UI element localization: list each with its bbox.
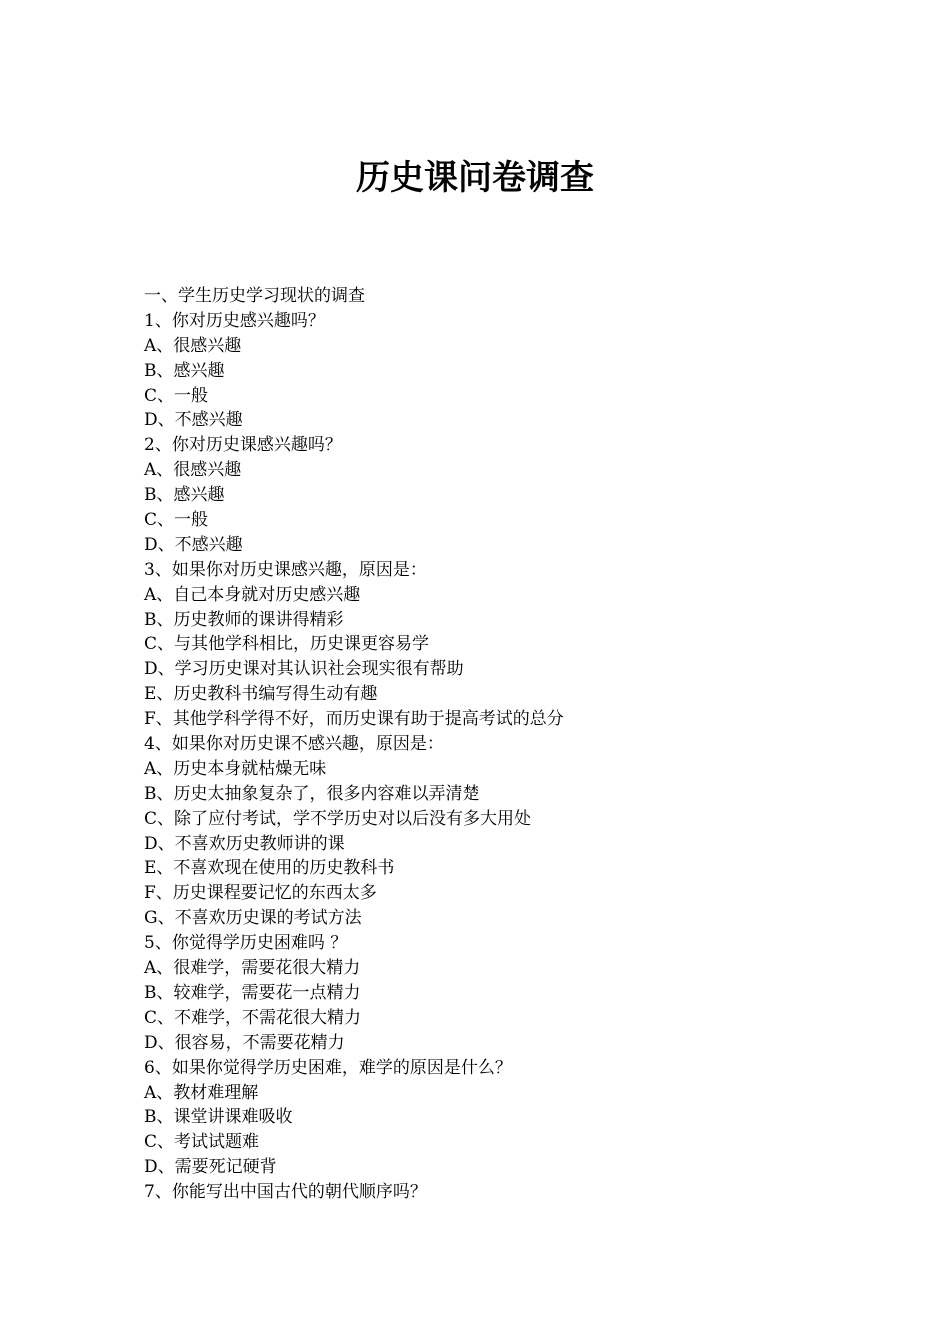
document-line: E、历史教科书编写得生动有趣: [144, 684, 378, 705]
document-line: D、不喜欢历史教师讲的课: [144, 833, 345, 854]
document-line: 1、你对历史感兴趣吗？: [144, 310, 325, 331]
document-line: E、不喜欢现在使用的历史教科书: [144, 858, 395, 879]
document-line: 5、你觉得学历史困难吗 ？: [144, 933, 348, 954]
document-line: B、较难学，需要花一点精力: [144, 982, 361, 1003]
document-title: 历史课问卷调查: [356, 158, 594, 198]
document-line: C、与其他学科相比，历史课更容易学: [144, 634, 430, 655]
document-line: C、一般: [144, 510, 209, 531]
document-line: A、历史本身就枯燥无味: [144, 758, 327, 779]
document-line: D、不感兴趣: [144, 534, 243, 555]
document-line: B、历史太抽象复杂了，很多内容难以弄清楚: [144, 783, 480, 804]
document-line: C、一般: [144, 385, 209, 406]
document-line: 4、如果你对历史课不感兴趣，原因是：: [144, 734, 444, 755]
document-body: [144, 284, 844, 1205]
document-line: A、很感兴趣: [144, 335, 242, 356]
document-line: A、教材难理解: [144, 1082, 259, 1103]
document-line: A、很难学，需要花很大精力: [144, 958, 361, 979]
document-line: D、需要死记硬背: [144, 1157, 277, 1178]
document-line: B、课堂讲课难吸收: [144, 1107, 293, 1128]
document-line: 3、如果你对历史课感兴趣，原因是：: [144, 559, 427, 580]
document-line: B、感兴趣: [144, 360, 225, 381]
document-line: D、很容易，不需要花精力: [144, 1032, 345, 1053]
document-line: C、不难学，不需花很大精力: [144, 1007, 362, 1028]
document-line: D、学习历史课对其认识社会现实很有帮助: [144, 659, 464, 680]
document-line: 2、你对历史课感兴趣吗？: [144, 435, 342, 456]
document-line: 一、学生历史学习现状的调查: [144, 286, 365, 306]
document-line: C、考试试题难: [144, 1132, 260, 1153]
document-line: G、不喜欢历史课的考试方法: [144, 908, 362, 929]
document-line: B、感兴趣: [144, 485, 225, 506]
document-line: F、其他学科学得不好，而历史课有助于提高考试的总分: [144, 709, 564, 730]
document-line: A、自己本身就对历史感兴趣: [144, 584, 361, 605]
document-line: B、历史教师的课讲得精彩: [144, 609, 344, 630]
document-line: A、很感兴趣: [144, 460, 242, 481]
document-line: 6、如果你觉得学历史困难，难学的原因是什么？: [144, 1057, 512, 1078]
document-line: 7、你能写出中国古代的朝代顺序吗？: [144, 1182, 427, 1203]
document-line: D、不感兴趣: [144, 410, 243, 431]
document-line: C、除了应付考试，学不学历史对以后没有多大用处: [144, 808, 532, 829]
document-line: F、历史课程要记忆的东西太多: [144, 883, 377, 904]
